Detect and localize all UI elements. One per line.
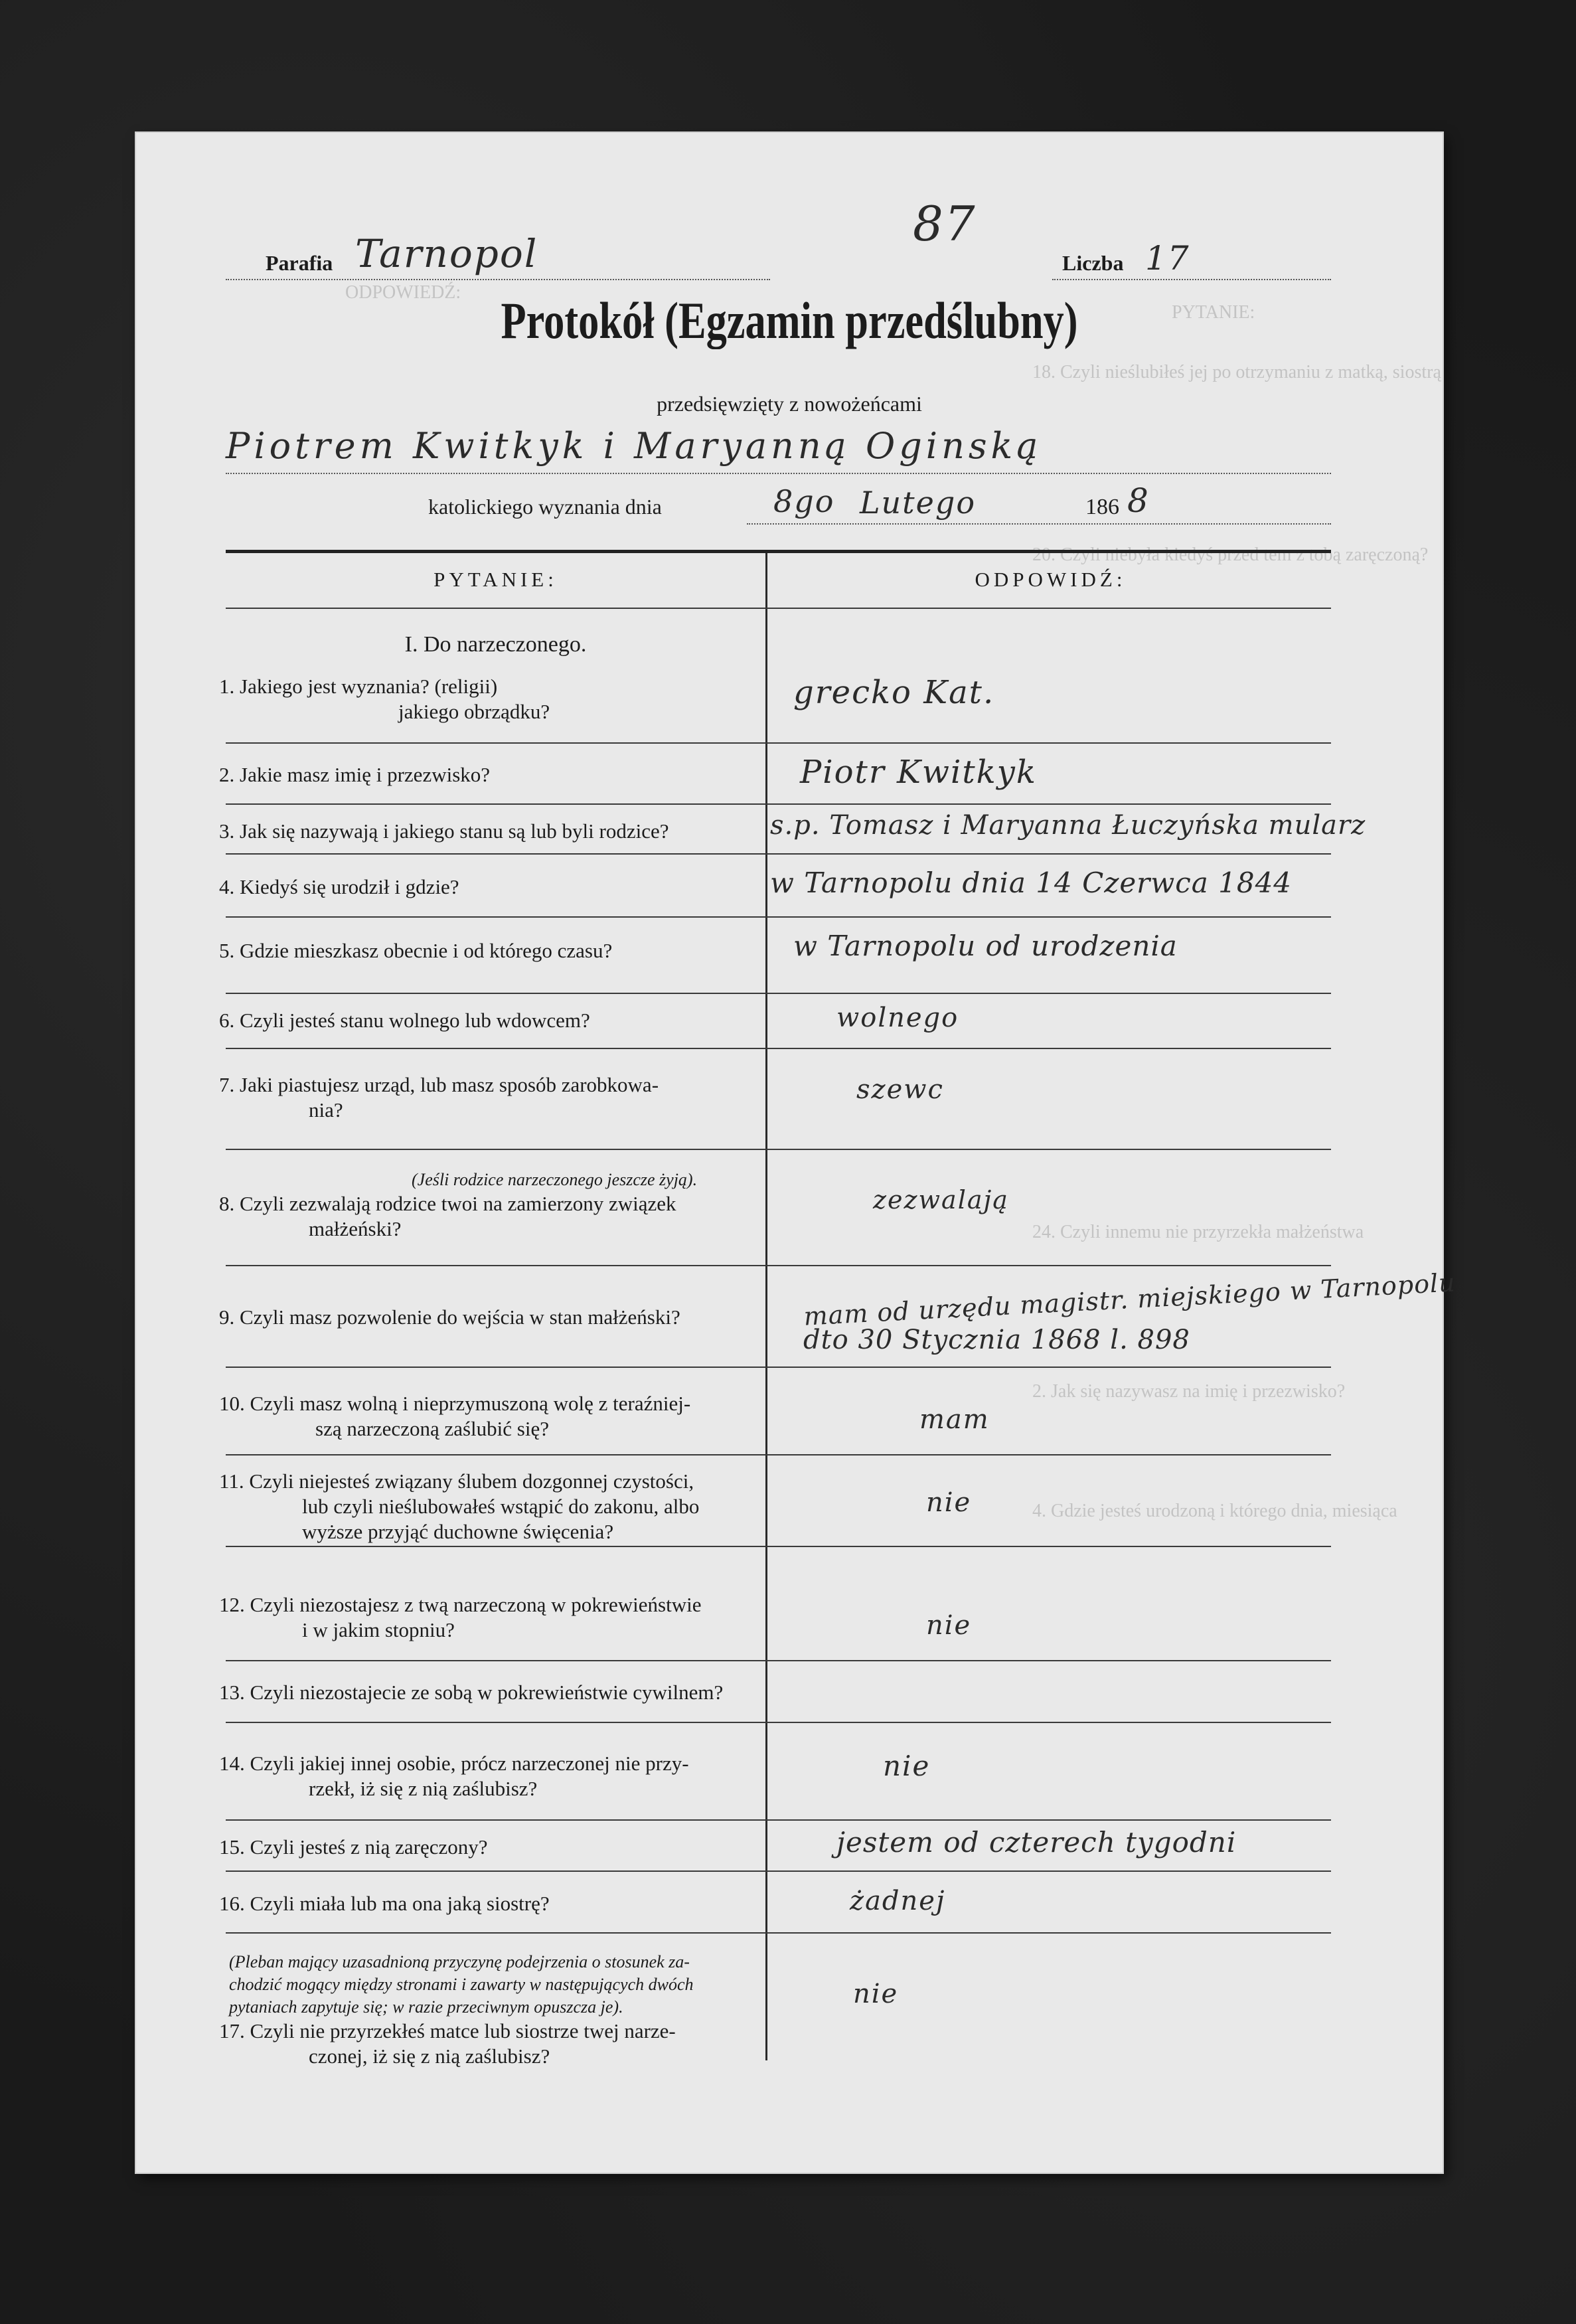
question-14 (219, 1751, 689, 1801)
question-13 (219, 1680, 723, 1705)
couple-underline (226, 473, 1331, 474)
date-day: 8go (773, 483, 835, 519)
question-note: chodzić mogący między stronami i zawarty w następujących dwóch (229, 1975, 694, 1994)
row-divider (226, 1722, 1331, 1723)
row-divider (226, 1265, 1331, 1266)
liczba-underline (1052, 279, 1331, 280)
top-note: 87 (913, 196, 977, 252)
bleed-through-text: 20. Czyli niebyła kiedyś przed tem z tobą zaręczoną? (1032, 544, 1429, 565)
row-divider (226, 1149, 1331, 1150)
answer-8: zezwalają (873, 1185, 1009, 1214)
question-text: 10. Czyli masz wolną i nieprzymuszoną wolę z teraźniej- (219, 1392, 691, 1415)
question-text: 16. Czyli miała lub ma ona jaką siostrę? (219, 1892, 550, 1915)
liczba-value: 17 (1145, 239, 1190, 278)
question-note: pytaniach zapytuje się; w razie przeciwnym opuszcza je). (229, 1997, 623, 2017)
question-4 (219, 874, 459, 900)
row-divider (226, 1932, 1331, 1934)
question-column-header: PYTANIE: (433, 568, 558, 591)
row-divider (226, 1546, 1331, 1547)
question-note: (Pleban mający uzasadnioną przyczynę podejrzenia o stosunek za- (229, 1952, 690, 1971)
question-text: 2. Jakie masz imię i przezwisko? (219, 763, 491, 786)
answer-1: grecko Kat. (793, 674, 995, 711)
question-text: 5. Gdzie mieszkasz obecnie i od którego czasu? (219, 939, 613, 962)
answer-9-line-2: dto 30 Stycznia 1868 l. 898 (803, 1325, 1190, 1355)
column-divider (765, 553, 767, 2060)
page-title: Protokół (Egzamin przedślubny) (501, 291, 1078, 349)
section-title: I. Do narzeczonego. (404, 632, 587, 657)
bleed-through-text: 18. Czyli nieślubiłeś jej po otrzymaniu z matką, siostrą (1032, 362, 1441, 382)
answer-column-header: ODPOWIDŹ: (975, 568, 1127, 591)
row-divider (226, 742, 1331, 744)
question-text: i w jakim stopniu? (302, 1618, 455, 1641)
question-text: nia? (309, 1098, 343, 1121)
row-divider (226, 916, 1331, 918)
bleed-through-text: 2. Jak się nazywasz na imię i przezwisko? (1032, 1381, 1346, 1402)
answer-16: żadnej (850, 1886, 946, 1916)
question-11 (219, 1469, 699, 1544)
question-2 (219, 762, 490, 788)
question-text: 9. Czyli masz pozwolenie do wejścia w stan małżeński? (219, 1305, 680, 1329)
question-text: rzekł, iż się z nią zaślubisz? (309, 1777, 538, 1800)
question-9 (219, 1305, 680, 1330)
answer-3: s.p. Tomasz i Maryanna Łuczyńska mularz (770, 810, 1366, 841)
answer-9: mam od urzędu magistr. miejskiego w Tarnopolu (803, 1268, 1457, 1331)
denomination-label: katolickiego wyznania dnia (428, 495, 662, 519)
question-16 (219, 1891, 550, 1916)
row-divider (226, 1367, 1331, 1368)
question-text: 7. Jaki piastujesz urząd, lub masz sposób zarobkowa- (219, 1073, 659, 1096)
question-7 (219, 1072, 659, 1123)
answer-2: Piotr Kwitkyk (800, 754, 1037, 791)
question-text: wyższe przyjąć duchowne święcenia? (302, 1520, 614, 1543)
answer-14: nie (883, 1750, 931, 1782)
question-text: 17. Czyli nie przyrzekłeś matce lub siostrze twej narze- (219, 2019, 676, 2042)
question-5 (219, 938, 612, 963)
question-text: 11. Czyli niejesteś związany ślubem dozgonnej czystości, (219, 1469, 694, 1493)
date-month: Lutego (860, 485, 977, 521)
answer-15: jestem od czterech tygodni (836, 1826, 1237, 1859)
answer-11: nie (926, 1487, 972, 1518)
couple-names: Piotrem Kwitkyk i Maryanną Oginską (226, 425, 1042, 467)
question-6 (219, 1008, 590, 1033)
answer-7: szewc (856, 1074, 944, 1105)
row-divider (226, 993, 1331, 994)
question-text: 1. Jakiego jest wyznania? (religii) (219, 675, 498, 698)
question-text: 3. Jak się nazywają i jakiego stanu są lub byli rodzice? (219, 819, 669, 843)
liczba-label: Liczba (1062, 251, 1124, 275)
question-text: szą narzeczoną zaślubić się? (315, 1417, 549, 1440)
question-1 (219, 674, 550, 724)
parafia-value: Tarnopol (355, 231, 538, 276)
parafia-label: Parafia (266, 251, 333, 275)
bleed-through-text: 24. Czyli innemu nie przyrzekła małżeństwa (1032, 1222, 1364, 1242)
row-divider (226, 853, 1331, 855)
date-underline (747, 523, 1331, 525)
page-subtitle: przedsięwzięty z nowożeńcami (657, 392, 922, 416)
answer-10: mam (919, 1404, 990, 1435)
parafia-underline (226, 279, 770, 280)
question-note: (Jeśli rodzice narzeczonego jeszcze żyją). (412, 1170, 698, 1189)
answer-4: w Tarnopolu dnia 14 Czerwca 1844 (770, 867, 1293, 899)
bleed-through-text: ODPOWIEDŹ: (345, 282, 461, 303)
year-prefix: 186 (1085, 495, 1119, 519)
year-suffix: 8 (1127, 481, 1150, 520)
table-top-rule (226, 550, 1331, 553)
answer-6: wolnego (836, 1003, 959, 1033)
question-text: 15. Czyli jesteś z nią zaręczony? (219, 1835, 488, 1859)
question-text: małżeński? (309, 1217, 402, 1240)
question-12 (219, 1592, 702, 1643)
question-text: 14. Czyli jakiej innej osobie, prócz narzeczonej nie przy- (219, 1752, 689, 1775)
question-text: 6. Czyli jesteś stanu wolnego lub wdowcem? (219, 1009, 590, 1032)
row-divider (226, 1819, 1331, 1821)
document-page (136, 133, 1457, 2173)
answer-17: nie (853, 1979, 899, 2009)
question-15 (219, 1835, 488, 1860)
bleed-through-text: 4. Gdzie jesteś urodzoną i którego dnia, miesiąca (1032, 1501, 1397, 1521)
question-10 (219, 1391, 690, 1442)
question-3 (219, 819, 669, 844)
row-divider (226, 1048, 1331, 1049)
row-divider (226, 1870, 1331, 1872)
question-text: lub czyli nieślubowałeś wstąpić do zakonu, albo (302, 1495, 700, 1518)
question-text: 13. Czyli niezostajecie ze sobą w pokrewieństwie cywilnem? (219, 1681, 724, 1704)
question-8 (219, 1169, 697, 1242)
question-text: 4. Kiedyś się urodził i gdzie? (219, 875, 459, 898)
question-text: jakiego obrządku? (398, 700, 550, 723)
question-text: czonej, iż się z nią zaślubisz? (309, 2044, 550, 2068)
answer-12: nie (926, 1610, 972, 1641)
header-rule (226, 608, 1331, 609)
row-divider (226, 803, 1331, 805)
bleed-through-text: PYTANIE: (1172, 302, 1255, 323)
row-divider (226, 1660, 1331, 1661)
question-text: 12. Czyli niezostajesz z twą narzeczoną w pokrewieństwie (219, 1593, 702, 1616)
row-divider (226, 1454, 1331, 1455)
answer-5: w Tarnopolu od urodzenia (793, 930, 1178, 962)
question-17 (219, 1951, 694, 2069)
question-text: 8. Czyli zezwalają rodzice twoi na zamierzony związek (219, 1192, 676, 1215)
